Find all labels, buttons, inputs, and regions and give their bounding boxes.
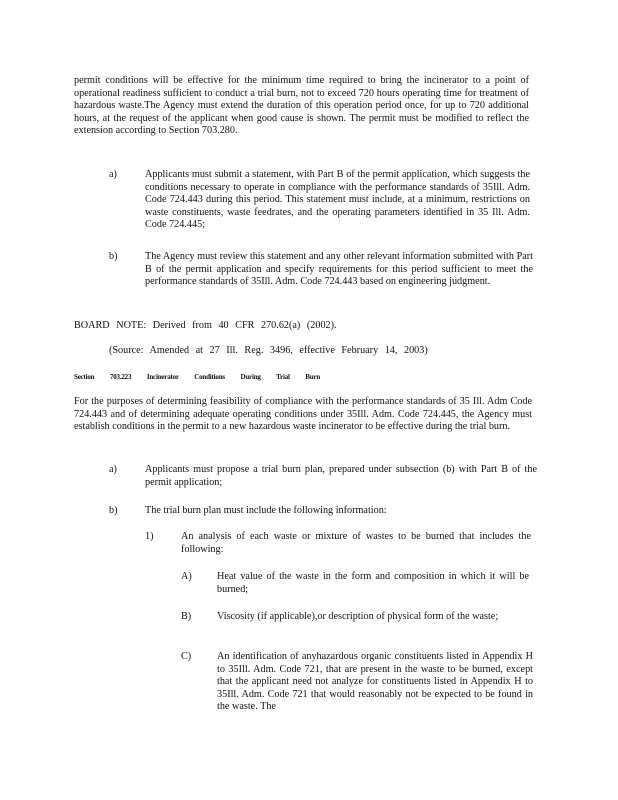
sub-item-label: A) [181,571,192,582]
sub-item-text: Heat value of the waste in the form and composition in which it will be burned; [217,571,529,595]
list-item-label: a) [109,169,117,180]
section-heading: Section 703.223 Incinerator Conditions During Trial Burn [74,373,321,381]
list-item-label: a) [109,464,117,475]
numbered-item-label: 1) [145,531,154,542]
sub-item-label: B) [181,611,192,622]
list-item-text: Applicants must propose a trial burn plan, prepared under subsection (b) with Part B of the permit application; [145,464,537,488]
list-item-label: b) [109,505,118,516]
intro-paragraph: permit conditions will be effective for the minimum time required to bring the incinerator to a point of operational readiness sufficient to conduct a trial burn, not to exceed 720 hours operating time for treatment of hazardous waste.The Agency must extend the duration of this operation period once, for up to 720 additional hours, at the request of the applicant when good cause is shown. The permit must be modified to reflect the extension according to Section 703.280. [74,75,529,136]
list-item-text: Applicants must submit a statement, with Part B of the permit application, which suggests the conditions necessary to operate in compliance with the performance standards of 35Ill. Adm. Code 724.443 during this period. This statement must include, at a minimum, restrictions on waste constituents, waste feedrates, and the operating parameters identified in 35 Ill. Adm. Code 724.445; [145,169,530,230]
list-item-text: The trial burn plan must include the following information: [145,505,387,516]
sub-item-text: Viscosity (if applicable),or description of physical form of the waste; [217,611,499,622]
source-note: (Source: Amended at 27 Ill. Reg. 3496, effective February 14, 2003) [109,345,428,356]
sub-item-text: An identification of anyhazardous organic constituents listed in Appendix H to 35Ill. Adm. Code 721, that are present in the waste to be burned, except that the applicant need not analyze for constituents listed in Appendix H to 35Ill. Adm. Code 721 that would reasonably not be expected to be found in the waste. The [217,651,533,712]
board-note: BOARD NOTE: Derived from 40 CFR 270.62(a) (2002). [74,320,337,331]
sub-item-label: C) [181,651,192,662]
list-item-label: b) [109,251,118,262]
numbered-item-text: An analysis of each waste or mixture of wastes to be burned that includes the following: [181,531,531,555]
list-item-text: The Agency must review this statement and any other relevant information submitted with Part B of the permit application and specify requirements for this period sufficient to meet the performance standards of 35Ill. Adm. Code 724.443 based on engineering judgment. [145,251,533,287]
section-paragraph: For the purposes of determining feasibility of compliance with the performance standards of 35 Ill. Adm Code 724.443 and of determining adequate operating conditions under 35Ill. Adm. Code 724.445, the Agency must establish conditions in the permit to a new hazardous waste incinerator to be effective during the trial burn. [74,396,532,432]
